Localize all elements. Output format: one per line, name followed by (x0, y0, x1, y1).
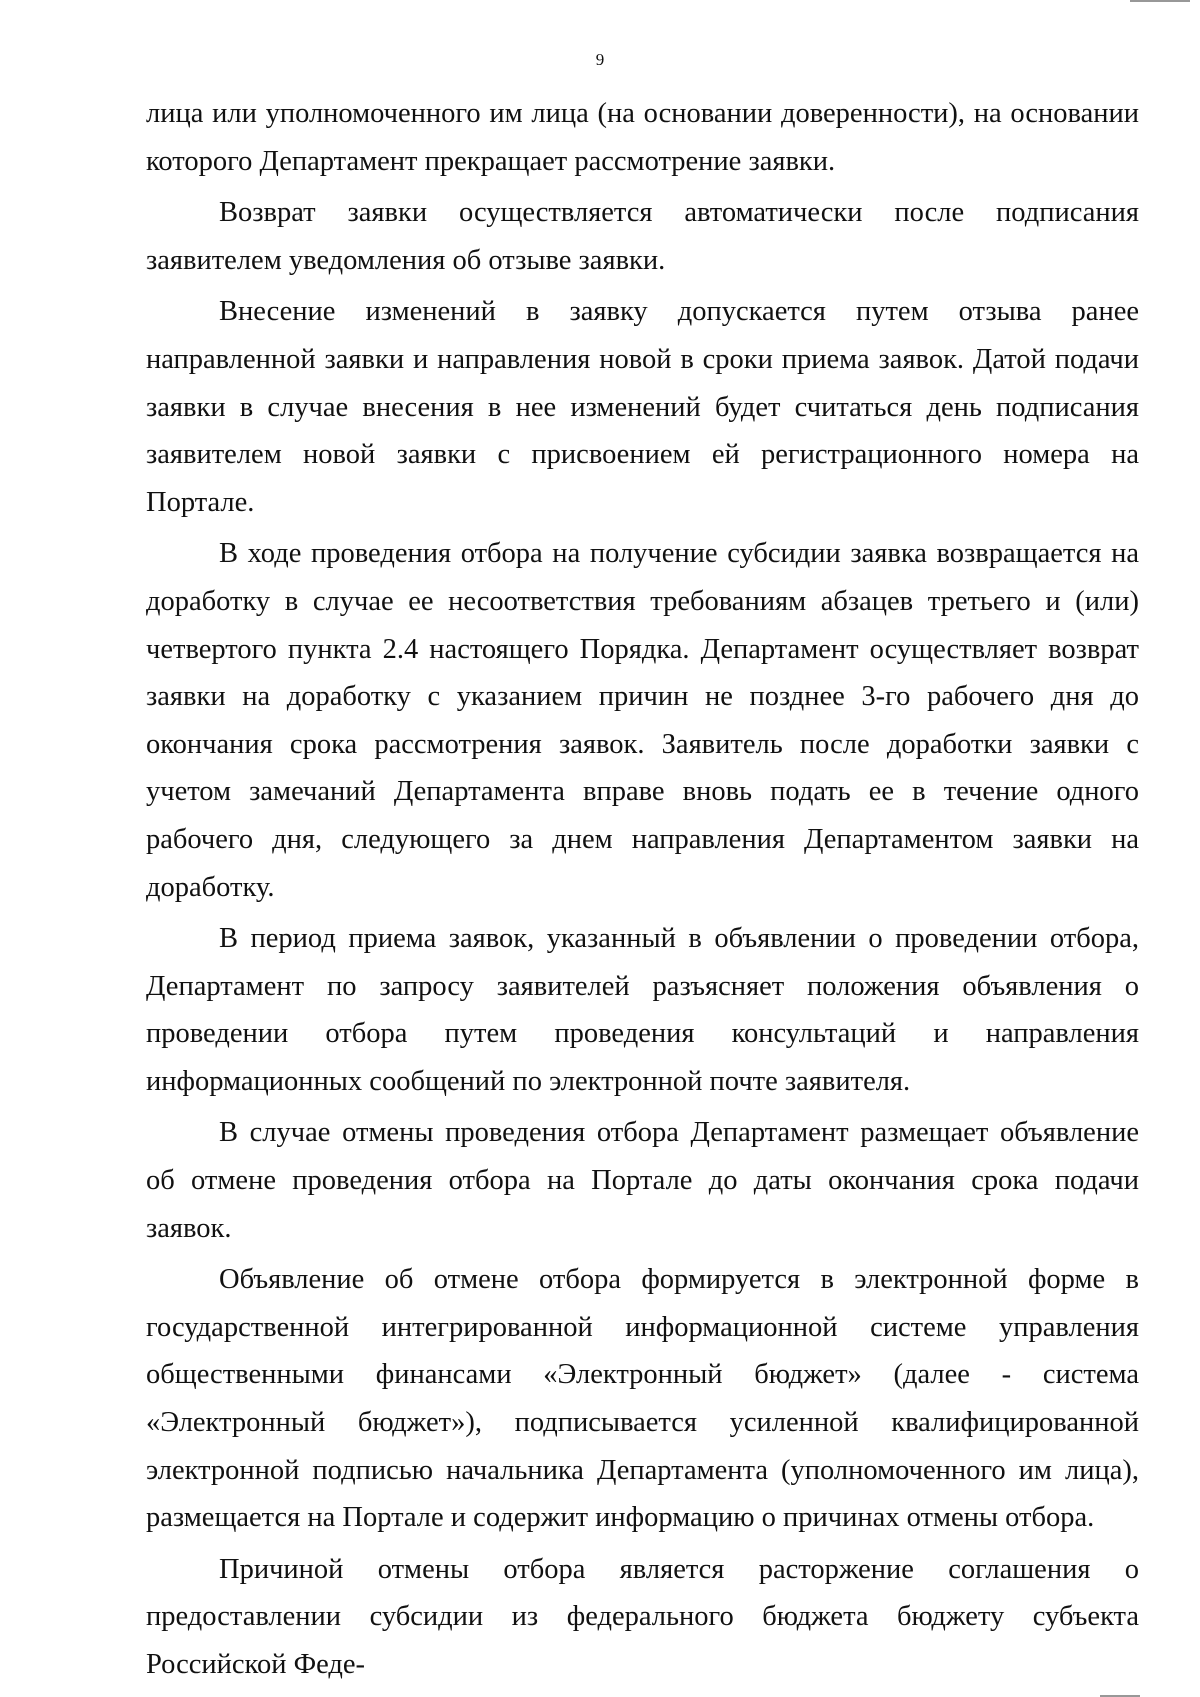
paragraph: В случае отмены проведения отбора Департамент размещает объявление об отмене проведения отбора на Портале до даты окончания срока подачи заявок. (146, 1117, 1139, 1244)
document-body (146, 90, 1139, 1689)
page-number: 9 (595, 50, 605, 69)
paragraph: В ходе проведения отбора на получение субсидии заявка возвращается на доработку в случае ее несоответствия требованиям абзацев третьего и (или) четвертого пункта 2.4 настоящего Порядка. Департамент осуществляет возврат заявки на доработку с указанием причин не позднее 3-го рабочего дня до окончания срока рассмотрения заявок. Заявитель после доработки заявки с учетом замечаний Департамента вправе вновь подать ее в течение одного рабочего дня, следующего за днем направления Департаментом заявки на доработку. (146, 538, 1139, 903)
scan-edge-mark (1130, 0, 1190, 2)
paragraph: Внесение изменений в заявку допускается путем отзыва ранее направленной заявки и направления новой в сроки приема заявок. Датой подачи заявки в случае внесения в нее изменений будет считаться день подписания заявителем новой заявки с присвоением ей регистрационного номера на Портале. (146, 296, 1139, 518)
paragraph: В период приема заявок, указанный в объявлении о проведении отбора, Департамент по запросу заявителей разъясняет положения объявления о проведении отбора путем проведения консультаций и направления информационных сообщений по электронной почте заявителя. (146, 923, 1139, 1097)
paragraph: Объявление об отмене отбора формируется в электронной форме в государственной интегрированной информационной системе управления общественными финансами «Электронный бюджет» (далее - система «Электронный бюджет»), подписывается усиленной квалифицированной электронной подписью начальника Департамента (уполномоченного им лица), размещается на Портале и содержит информацию о причинах отмены отбора. (146, 1264, 1139, 1534)
paragraph: Причиной отмены отбора является расторжение соглашения о предоставлении субсидии из федерального бюджета бюджету субъекта Российской Феде- (146, 1553, 1139, 1680)
paragraph-continuation: лица или уполномоченного им лица (на основании доверенности), на основании которого Департамент прекращает рассмотрение заявки. (146, 98, 1139, 177)
paragraph: Возврат заявки осуществляется автоматически после подписания заявителем уведомления об отзыве заявки. (146, 197, 1139, 276)
